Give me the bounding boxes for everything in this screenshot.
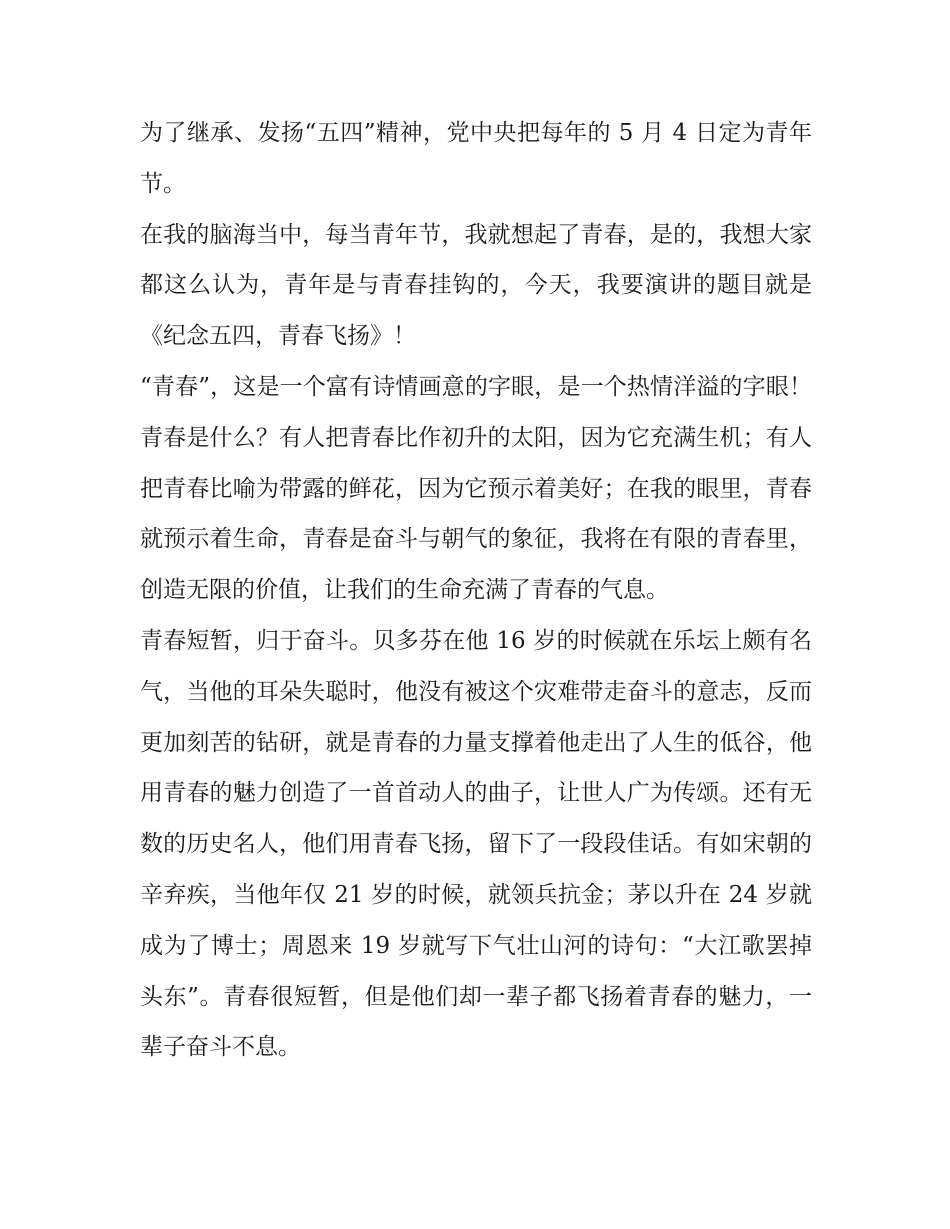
paragraph-what-is-youth: “青春”，这是一个富有诗情画意的字眼，是一个热情洋溢的字眼！青春是什么？有人把青春比作初升的太阳，因为它充满生机；有人把青春比喻为带露的鲜花，因为它预示着美好；在我的眼里，青春就预示着生命，青春是奋斗与朝气的象征，我将在有限的青春里，创造无限的价值，让我们的生命充满了青春的气息。 bbox=[140, 373, 812, 604]
paragraph-youth-day: 为了继承、发扬“五四”精神，党中央把每年的 5 月 4 日定为青年节。 bbox=[140, 120, 812, 197]
paragraph-historical-examples: 青春短暂，归于奋斗。贝多芬在他 16 岁的时候就在乐坛上颇有名气，当他的耳朵失聪时，他没有被这个灾难带走奋斗的意志，反而更加刻苦的钻研，就是青春的力量支撑着他走出了人生的低谷，他用青春的魅力创造了一首首动人的曲子，让世人广为传颂。还有无数的历史名人，他们用青春飞扬，留下了一段段佳话。有如宋朝的辛弃疾，当他年仅 21 岁的时候，就领兵抗金；茅以升在 24 岁就成为了博士；周恩来 19 岁就写下气壮山河的诗句：“大江歌罢掉头东”。青春很短暂，但是他们却一辈子都飞扬着青春的魅力，一辈子奋斗不息。 bbox=[140, 627, 812, 1061]
paragraph-speech-topic: 在我的脑海当中，每当青年节，我就想起了青春，是的，我想大家都这么认为，青年是与青春挂钩的，今天，我要演讲的题目就是《纪念五四，青春飞扬》！ bbox=[140, 221, 812, 350]
document-body bbox=[140, 108, 812, 1073]
